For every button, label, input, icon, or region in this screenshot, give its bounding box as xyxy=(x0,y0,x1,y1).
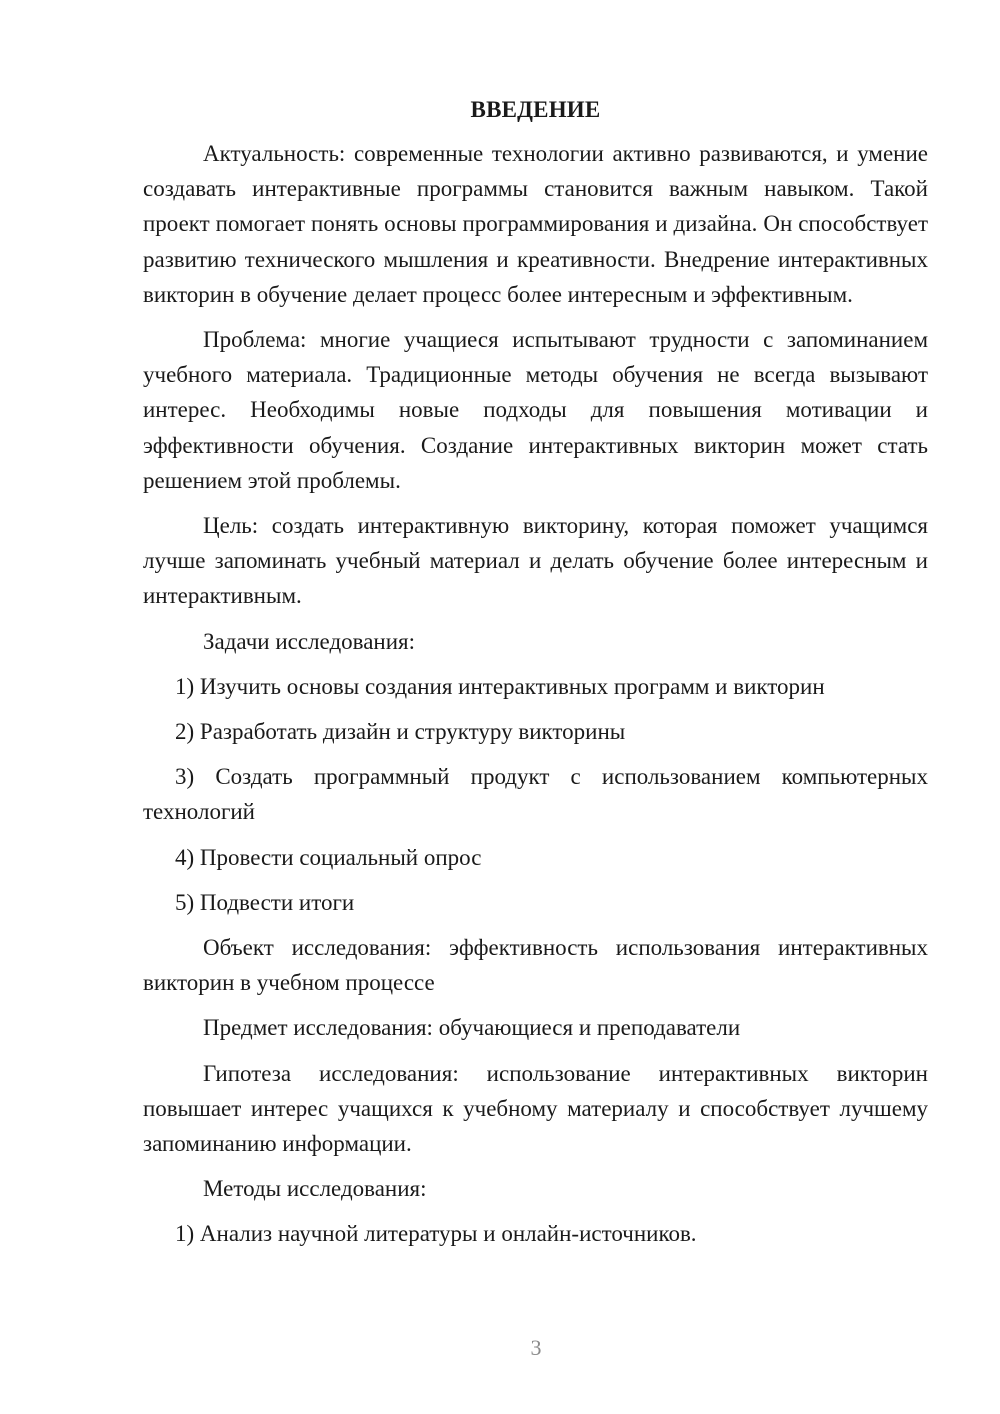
paragraph-relevance: Актуальность: современные технологии активно развиваются, и умение создавать интерактивные программы становится важным навыком. Такой проект помогает понять основы программирования и дизайна. Он способствует развитию технического мышления и креативности. Внедрение интерактивных викторин в обучение делает процесс более интересным и эффективным. xyxy=(143,141,928,307)
section-title: ВВЕДЕНИЕ xyxy=(470,97,601,122)
task-item-5: 5) Подвести итоги xyxy=(175,889,355,915)
paragraph-object: Объект исследования: эффективность использования интерактивных викторин в учебном процессе xyxy=(143,935,928,996)
task-item-1: 1) Изучить основы создания интерактивных программ и викторин xyxy=(175,673,825,699)
task-item-2: 2) Разработать дизайн и структуру викторины xyxy=(175,719,626,745)
page-number: 3 xyxy=(530,1335,542,1360)
paragraph-hypothesis: Гипотеза исследования: использование интерактивных викторин повышает интерес учащихся к учебному материалу и способствует лучшему запоминанию информации. xyxy=(143,1060,928,1157)
methods-heading: Методы исследования: xyxy=(203,1176,427,1202)
document-page xyxy=(143,92,928,1262)
tasks-heading: Задачи исследования: xyxy=(203,628,416,654)
paragraph-goal: Цель: создать интерактивную викторину, которая поможет учащимся лучше запоминать учебный материал и делать обучение более интересным и интерактивным. xyxy=(143,513,928,609)
method-item-1: 1) Анализ научной литературы и онлайн-источников. xyxy=(175,1221,697,1247)
paragraph-subject: Предмет исследования: обучающиеся и преподаватели xyxy=(203,1015,741,1041)
paragraph-problem: Проблема: многие учащиеся испытывают трудности с запоминанием учебного материала. Традиционные методы обучения не всегда вызывают интерес. Необходимы новые подходы для повышения мотивации и эффективности обучения. Создание интерактивных викторин может стать решением этой проблемы. xyxy=(143,327,928,493)
task-item-3: 3) Создать программный продукт с использованием компьютерных технологий xyxy=(143,764,928,825)
task-item-4: 4) Провести социальный опрос xyxy=(175,844,482,870)
